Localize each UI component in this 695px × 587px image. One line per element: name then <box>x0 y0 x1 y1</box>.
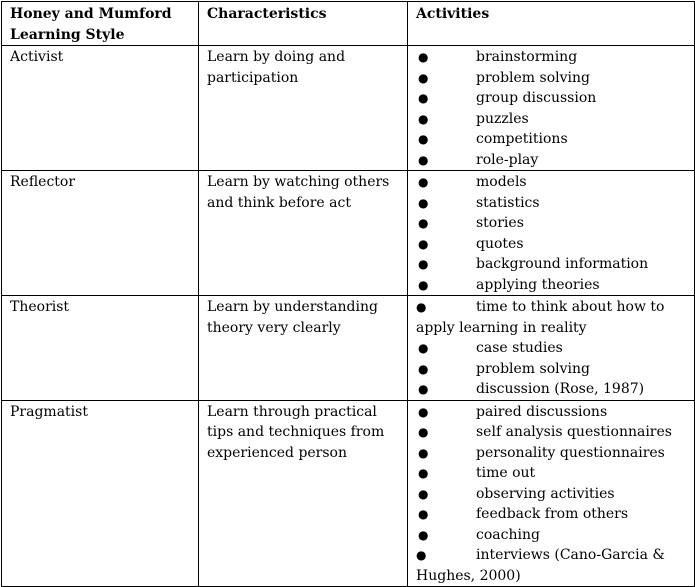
activity-text: competitions <box>476 131 568 147</box>
list-item <box>416 545 686 586</box>
activities-list <box>416 172 686 295</box>
bullet-icon: ● <box>418 195 429 210</box>
list-item <box>416 213 686 234</box>
list-item <box>416 275 686 296</box>
list-item <box>416 68 686 89</box>
header-learning-style: Honey and Mumford Learning Style <box>2 2 199 46</box>
activity-text: self analysis questionnaires <box>476 424 672 440</box>
list-item <box>416 254 686 275</box>
activity-text: personality questionnaires <box>476 444 665 461</box>
activity-text: problem solving <box>476 69 590 86</box>
characteristics-cell: Learn by doing and participation <box>199 46 408 171</box>
bullet-icon: ● <box>418 466 429 480</box>
bullet-icon: ● <box>418 111 429 126</box>
characteristics-cell: Learn through practical tips and techniques from experienced person <box>199 400 408 587</box>
bullet-icon: ● <box>418 361 429 376</box>
bullet-icon: ● <box>418 507 429 521</box>
list-item <box>416 129 686 150</box>
bullet-icon: ● <box>418 175 429 189</box>
list-item <box>416 193 686 214</box>
list-item <box>416 443 686 464</box>
activity-text: time out <box>476 465 536 481</box>
bullet-icon: ● <box>418 70 429 85</box>
list-item <box>416 297 686 338</box>
bullet-icon: ● <box>416 548 427 562</box>
list-item <box>416 47 686 68</box>
bullet-icon: ● <box>418 152 429 167</box>
table-row <box>2 296 695 401</box>
activity-text: statistics <box>476 194 540 211</box>
bullet-icon: ● <box>418 277 429 292</box>
bullet-icon: ● <box>418 425 429 439</box>
list-item <box>416 379 686 400</box>
list-item <box>416 88 686 109</box>
activities-list <box>416 402 686 587</box>
activity-text: background information <box>476 256 649 272</box>
list-item <box>416 504 686 525</box>
table-row <box>2 46 695 171</box>
activity-text: quotes <box>476 235 524 252</box>
bullet-icon: ● <box>418 132 429 146</box>
activity-text: puzzles <box>476 110 529 127</box>
activities-list <box>416 297 686 400</box>
activities-cell <box>408 296 695 401</box>
list-item <box>416 150 686 171</box>
learning-style-cell: Theorist <box>2 296 199 401</box>
bullet-icon: ● <box>418 341 429 355</box>
header-activities: Activities <box>408 2 695 46</box>
list-item <box>416 422 686 443</box>
learning-style-cell: Pragmatist <box>2 400 199 587</box>
activity-text: discussion (Rose, 1987) <box>476 381 645 397</box>
activity-text: role-play <box>476 151 539 168</box>
activities-cell <box>408 400 695 587</box>
bullet-icon: ● <box>418 236 429 251</box>
activity-text: paired discussions <box>476 403 608 420</box>
activity-text: case studies <box>476 340 563 356</box>
activity-text: applying theories <box>476 276 600 293</box>
activities-list <box>416 47 686 170</box>
list-item <box>416 338 686 359</box>
bullet-icon: ● <box>418 404 429 419</box>
bullet-icon: ● <box>418 257 429 271</box>
header-row <box>2 2 695 46</box>
list-item <box>416 525 686 546</box>
bullet-icon: ● <box>418 382 429 396</box>
activity-text: feedback from others <box>476 506 629 522</box>
table-row <box>2 400 695 587</box>
list-item <box>416 359 686 380</box>
activity-text: group discussion <box>476 90 597 106</box>
bullet-icon: ● <box>418 527 429 542</box>
learning-styles-table <box>1 1 695 587</box>
activity-text: interviews (Cano-Garcia & Hughes, 2000) <box>416 547 665 584</box>
activity-text: coaching <box>476 526 540 543</box>
bullet-icon: ● <box>418 50 429 64</box>
list-item <box>416 109 686 130</box>
header-characteristics: Characteristics <box>199 2 408 46</box>
list-item <box>416 484 686 505</box>
learning-style-cell: Activist <box>2 46 199 171</box>
activity-text: stories <box>476 215 524 231</box>
characteristics-cell: Learn by understanding theory very clearly <box>199 296 408 401</box>
activity-text: models <box>476 174 527 190</box>
list-item <box>416 234 686 255</box>
bullet-icon: ● <box>418 445 429 460</box>
activity-text: brainstorming <box>476 49 578 65</box>
activity-text: problem solving <box>476 360 590 377</box>
activities-cell <box>408 46 695 171</box>
list-item <box>416 402 686 423</box>
table-body <box>2 46 695 587</box>
activity-text: observing activities <box>476 485 615 502</box>
bullet-icon: ● <box>418 486 429 501</box>
learning-style-cell: Reflector <box>2 171 199 296</box>
bullet-icon: ● <box>418 91 429 105</box>
activities-cell <box>408 171 695 296</box>
list-item <box>416 463 686 484</box>
bullet-icon: ● <box>416 300 427 314</box>
table-row <box>2 171 695 296</box>
list-item <box>416 172 686 193</box>
bullet-icon: ● <box>418 216 429 230</box>
characteristics-cell: Learn by watching others and think before act <box>199 171 408 296</box>
activity-text: time to think about how to apply learning in reality <box>416 299 665 336</box>
